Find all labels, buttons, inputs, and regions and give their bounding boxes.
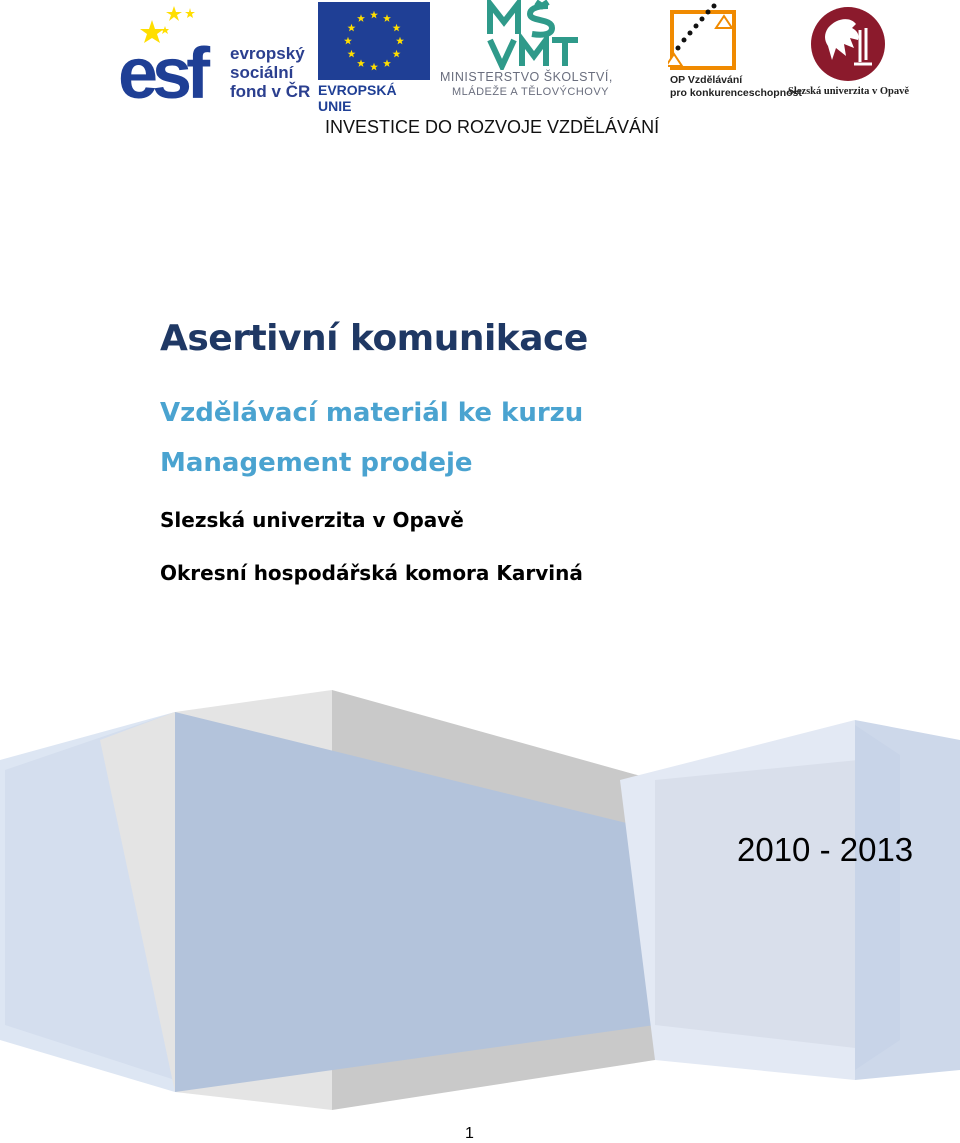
- esf-line3: fond v ČR: [230, 82, 311, 101]
- university-emblem-icon: [810, 4, 886, 84]
- msmt-line2: MLÁDEŽE A TĚLOVÝCHOVY: [452, 86, 610, 98]
- msmt-emblem-icon: [486, 0, 586, 70]
- page-number: 1: [465, 1125, 474, 1142]
- investice-slogan: INVESTICE DO ROZVOJE VZDĚLÁVÁNÍ: [325, 117, 660, 137]
- eu-logo: [318, 2, 430, 114]
- esf-mark-icon: [118, 2, 228, 100]
- msmt-logo: [438, 0, 638, 100]
- esf-line2: sociální: [230, 63, 294, 82]
- document-title: Asertivní komunikace: [160, 318, 588, 359]
- university-logo: [786, 4, 916, 100]
- years-range: 2010 - 2013: [737, 831, 914, 868]
- msmt-line1: MINISTERSTVO ŠKOLSTVÍ,: [440, 70, 613, 84]
- logo-bar: [0, 0, 960, 114]
- organization-chamber: Okresní hospodářská komora Karviná: [160, 561, 583, 585]
- decorative-background: [0, 680, 960, 1120]
- eu-label: EVROPSKÁ UNIE: [318, 82, 397, 114]
- document-subtitle: Vzdělávací materiál ke kurzu Management prodeje: [160, 398, 584, 478]
- organization-university: Slezská univerzita v Opavě: [160, 508, 464, 532]
- op-line1: OP Vzdělávání: [670, 74, 743, 86]
- op-logo: [668, 0, 802, 100]
- esf-line1: evropský: [230, 44, 305, 63]
- esf-logo: [118, 2, 313, 100]
- esf-mark-text: esf: [118, 34, 205, 100]
- university-label: Slezská univerzita v Opavě: [788, 86, 910, 97]
- eu-flag-icon: [318, 2, 430, 80]
- op-line2: pro konkurenceschopnost: [670, 87, 802, 99]
- op-emblem-icon: [668, 0, 743, 72]
